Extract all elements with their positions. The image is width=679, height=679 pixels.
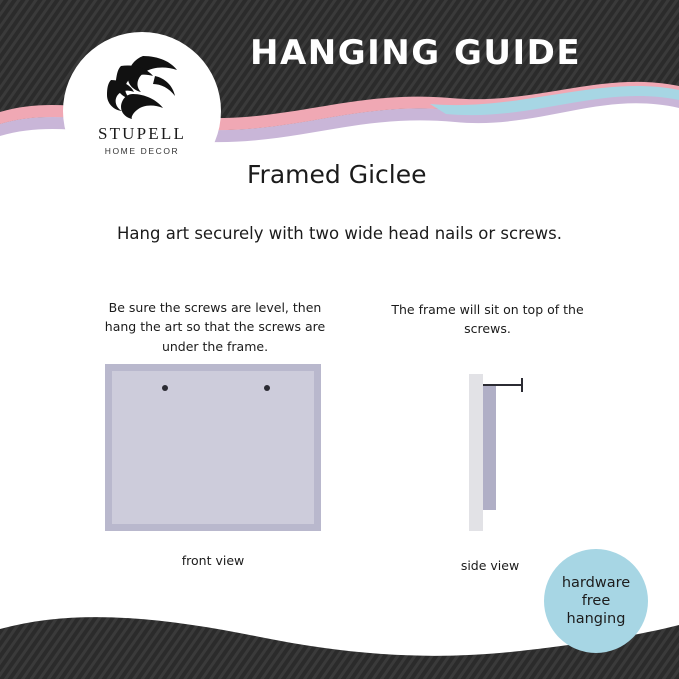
badge-line-1: hardware: [561, 574, 631, 591]
logo-brand-subtitle: HOME DECOR: [104, 146, 180, 156]
side-view-caption: The frame will sit on top of the screws.: [391, 302, 584, 337]
front-view-caption: Be sure the screws are level, then hang the art so that the screws are under the frame.: [104, 300, 326, 354]
screw-dot-right-icon: [264, 385, 270, 391]
frame-inner-art: [112, 371, 314, 524]
stylized-s-plume-icon: [103, 54, 181, 120]
lead-instruction: Hang art securely with two wide head nails or screws.: [117, 224, 562, 243]
brand-logo: [63, 32, 221, 190]
badge-line-2: free: [581, 592, 611, 609]
side-view-diagram: [455, 364, 535, 531]
logo-brand-name: STUPELL: [97, 124, 187, 143]
status-badge: [544, 549, 648, 653]
side-view-label: side view: [460, 558, 520, 573]
product-type-title: Framed Giclee: [247, 160, 427, 189]
front-view-label: front view: [181, 553, 245, 568]
badge-line-3: hanging: [566, 611, 626, 628]
screw-head-icon: [521, 378, 523, 392]
badge-text: [562, 574, 630, 628]
page-title: HANGING GUIDE: [250, 33, 582, 73]
wall-profile: [469, 374, 483, 531]
frame-profile: [483, 386, 496, 510]
screw-shaft-icon: [483, 384, 523, 386]
front-view-diagram: [105, 364, 321, 531]
screw-dot-left-icon: [162, 385, 168, 391]
